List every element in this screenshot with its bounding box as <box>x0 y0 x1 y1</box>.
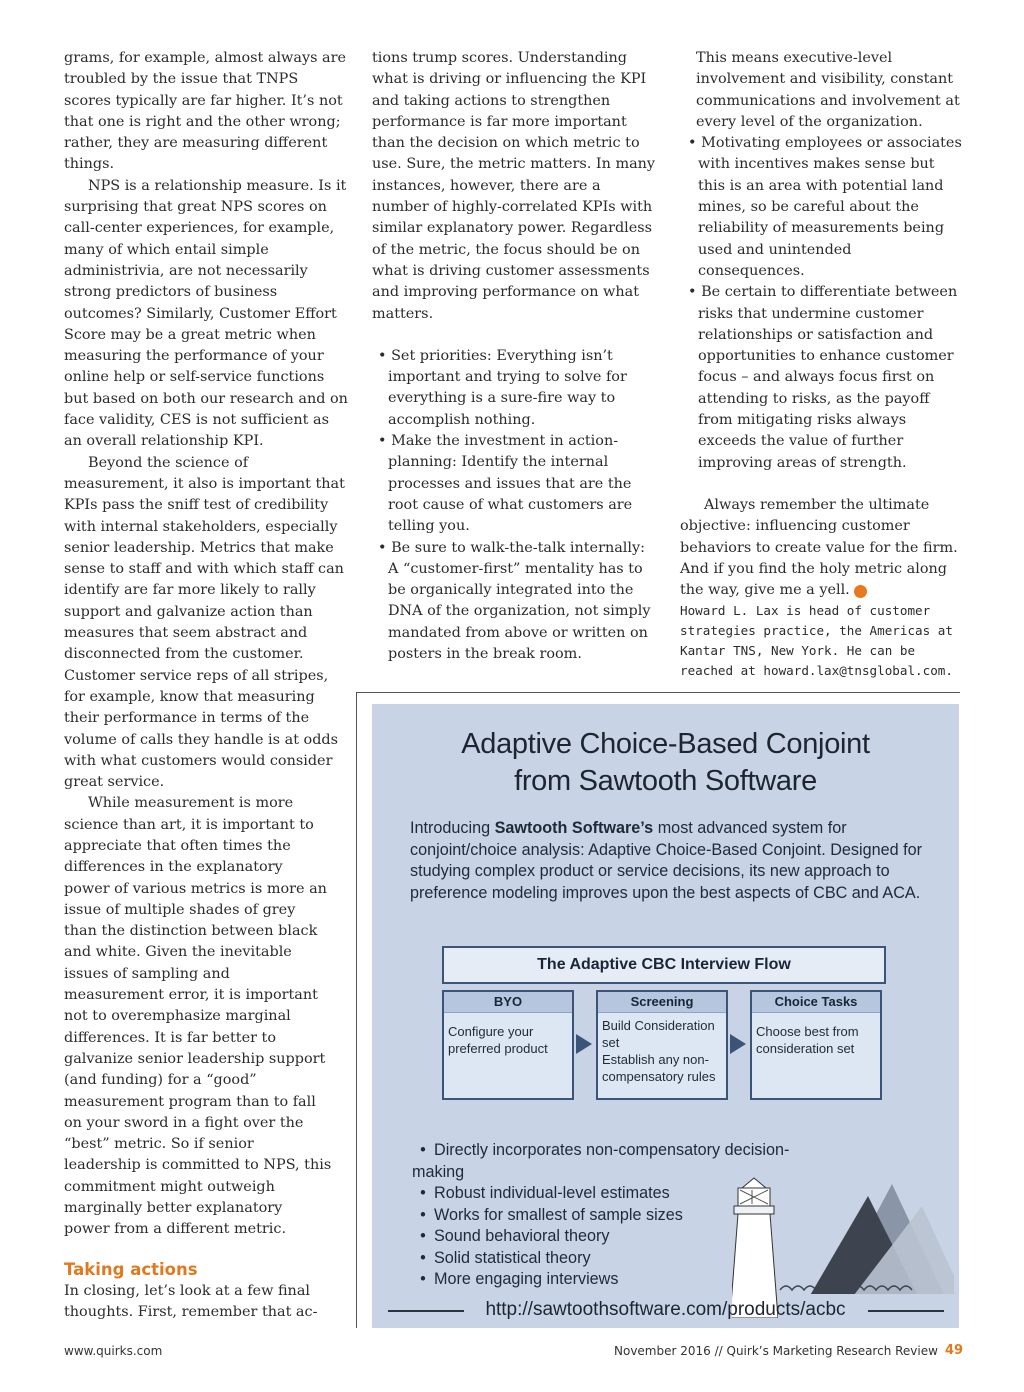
flow-step-choice-tasks <box>750 990 882 1100</box>
flow-arrow-icon <box>576 1034 592 1054</box>
paragraph: tions trump scores. Understanding what is driving or influencing the KPI and taking actions to strengthen performance is far more important than the decision on which metric to use. Sure, the metric matters. In many instances, however, there are a number of highly-correlated KPIs with similar explanatory power. Regardless of the metric, the focus should be on what is driving customer assessments and improving performance on what matters. <box>372 50 656 322</box>
bullet-item: • Motivating employees or associates with incentives makes sense but this is an area with potential land mines, so be careful about the reliability of measurements being used and unintended consequences. <box>688 135 962 279</box>
sawtooth-advertisement <box>372 704 959 1328</box>
list-item: • Solid statistical theory <box>412 1248 832 1270</box>
bullet-item: • Set priorities: Everything isn’t important and trying to solve for everything is a sure-fire way to accomplish nothing. <box>378 347 627 428</box>
section-heading: Taking actions <box>64 1259 198 1279</box>
paragraph: grams, for example, almost always are troubled by the issue that TNPS scores typically are far higher. It’s not that one is right and the other wrong; rather, they are measuring different things. <box>64 50 347 173</box>
paragraph: While measurement is more science than art, it is important to appreciate that often times the differences in the explanatory power of various metrics is more an issue of multiple shades of grey than the distinction between black and white. Given the inevitable issues of sampling and measurement error, it is important not to overemphasize marginal differences. It is far better to galvanize senior leadership support (and funding) for a “good” measurement program than to fall on your sword in a fight over the “best” metric. So if senior leadership is committed to NPS, this commitment might outweigh marginally better explanatory power from a different metric. <box>64 795 332 1238</box>
paragraph: Beyond the science of measurement, it also is important that KPIs pass the sniff test of credibility with internal stakeholders, especially senior leadership. Metrics that make sense to staff and with which staff can identify are far more likely to rally support and galvanize action than measures that seem abstract and disconnected from the customer. Customer service reps of all stripes, for example, know that measuring their performance in terms of the volume of calls they handle is at odds with what customers would consider great service. <box>64 454 345 791</box>
flow-step-screening <box>596 990 728 1100</box>
footer-website: www.quirks.com <box>64 1344 163 1358</box>
ad-title: Adaptive Choice-Based Conjoint from Sawtooth Software <box>461 728 870 797</box>
paragraph: This means executive-level involvement and visibility, constant communications and involvement at every level of the organization. <box>696 50 960 130</box>
flow-step-byo <box>442 990 574 1100</box>
bullet-item: • Be certain to differentiate between risks that undermine customer relationships or satisfaction and opportunities to enhance customer focus – and always focus first on attending to risks, as the payoff from mitigating risks always exceeds the value of further improving areas of strength. <box>688 284 958 471</box>
article-column-2 <box>372 48 656 665</box>
ad-frame-vertical-rule <box>356 692 357 1328</box>
ad-frame-horizontal-rule <box>356 692 960 693</box>
list-item: • Robust individual-level estimates <box>412 1183 832 1205</box>
article-column-1 <box>64 48 348 1323</box>
flow-step-body: Configure your preferred product <box>448 1024 548 1056</box>
flow-title-box: The Adaptive CBC Interview Flow <box>442 946 886 984</box>
flow-step-heading: BYO <box>444 992 572 1013</box>
list-item: • Sound behavioral theory <box>412 1226 832 1248</box>
ad-url-link[interactable]: http://sawtoothsoftware.com/products/acbc <box>485 1299 846 1320</box>
lighthouse-mountain-icon <box>732 1166 954 1318</box>
list-item: • Works for smallest of sample sizes <box>412 1205 832 1227</box>
bullet-item: • Make the investment in action-planning: Identify the internal processes and issues that are the root cause of what customers are telling you. <box>378 433 633 535</box>
paragraph: In closing, let’s look at a few final thoughts. First, remember that ac- <box>64 1282 318 1320</box>
ad-intro: Introducing Sawtooth Software’s most advanced system for conjoint/choice analysis: Adaptive Choice-Based Conjoint. Designed for studying complex product or service decisions, its new approach to preference modeling improves upon the best aspects of CBC and ACA. <box>410 819 923 902</box>
paragraph: NPS is a relationship measure. Is it surprising that great NPS scores on call-center experiences, for example, many of which entail simple administrivia, are not necessarily strong predictors of business outcomes? Similarly, Customer Effort Score may be a great metric when measuring the performance of your online help or self-service functions but based on both our research and on face validity, CES is not sufficient as an overall relationship KPI. <box>64 177 348 450</box>
flow-step-heading: Screening <box>598 992 726 1013</box>
flow-step-body: Choose best from consideration set <box>756 1024 859 1056</box>
flow-step-body: Build Consideration set Establish any non-compensatory rules <box>602 1018 716 1084</box>
bullet-item: • Be sure to walk-the-talk internally: A “customer-first” mentality has to be organically integrated into the DNA of the organization, not simply mandated from above or written on posters in the break room. <box>378 539 651 663</box>
flow-step-heading: Choice Tasks <box>752 992 880 1013</box>
author-bio: Howard L. Lax is head of customer strategies practice, the Americas at Kantar TNS, New York. He can be reached at howard.lax@tnsglobal.com. <box>680 603 953 679</box>
footer-issue: November 2016 // Quirk’s Marketing Research Review <box>614 1344 938 1358</box>
page-number: 49 <box>945 1343 964 1358</box>
list-item: • More engaging interviews <box>412 1269 832 1291</box>
list-item: • Directly incorporates non-compensatory decision-making <box>412 1140 832 1183</box>
end-mark-icon: Q <box>854 585 867 598</box>
flow-arrow-icon <box>730 1034 746 1054</box>
closing-paragraph: Always remember the ultimate objective: influencing customer behaviors to create value for the firm. And if you find the holy metric along the way, give me a yell. Q <box>680 496 958 599</box>
divider <box>868 1310 944 1312</box>
article-column-3 <box>680 48 962 681</box>
